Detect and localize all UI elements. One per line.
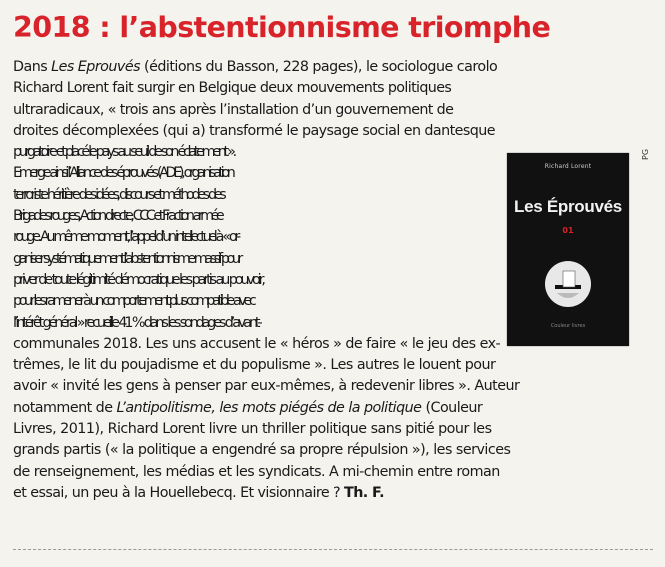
text-run: pour les ramener à un comportement plus compatible avec xyxy=(13,293,254,310)
article-body-line xyxy=(13,57,658,78)
article-body-line xyxy=(13,419,658,440)
text-run: communales 2018. Les uns accusent le « héros » de faire « le jeu des ex- xyxy=(13,335,501,352)
text-run: notamment de xyxy=(13,399,117,416)
text-run: et essai, un peu à la Houellebecq. Et visionnaire ? xyxy=(13,484,345,501)
article-title: 2018 : l’abstentionnisme triomphe xyxy=(13,11,551,44)
text-run: (éditions du Basson, 228 pages), le sociologue carolo xyxy=(140,59,498,75)
text-run: l’intérêt général » recueille 41 % dans les sondages d’avant- xyxy=(13,314,260,331)
article-body-line xyxy=(13,398,658,419)
text-run: rouge. Au même moment, l’appel d’un intellectuel à « or- xyxy=(13,229,238,246)
author-signature: Th. F. xyxy=(344,484,385,501)
cover-number: 01 xyxy=(562,226,574,235)
text-run: Livres, 2011), Richard Lorent livre un thriller politique sans pitié pour les xyxy=(13,421,492,438)
cover-title: Les Éprouvés xyxy=(514,197,622,216)
text-run: purgatoire et placé le pays au seuil de son éclatement ». xyxy=(13,144,234,161)
text-run: (Couleur xyxy=(421,399,483,416)
article-body-line xyxy=(13,121,658,142)
book-title-italic: Les Eprouvés xyxy=(51,59,141,75)
article-body-line xyxy=(13,440,658,461)
text-run: Brigades rouges, Action directe, CCC et Fraction armée xyxy=(13,208,222,225)
photo-credit: PG xyxy=(641,148,650,160)
article-body-line xyxy=(13,78,658,99)
text-run: Emerge ainsi l’Alliance des éprouvés (ADE), organisation xyxy=(13,165,233,182)
article-body-line xyxy=(13,355,658,376)
text-run: grands partis (« la politique a engendré sa propre répulsion »), les services xyxy=(13,442,511,459)
article-body-line xyxy=(13,483,658,504)
text-run: ultraradicaux, « trois ans après l’installation d’un gouvernement de xyxy=(13,101,454,118)
cover-author: Richard Lorent xyxy=(544,163,592,170)
text-run: avoir « invité les gens à penser par eux-mêmes, à redevenir libres ». Auteur xyxy=(13,378,520,395)
text-run: trêmes, le lit du poujadisme et du populisme ». Les autres le louent pour xyxy=(13,357,496,374)
article-body-line xyxy=(13,376,658,397)
text-run: Richard Lorent fait surgir en Belgique deux mouvements politiques xyxy=(13,80,452,97)
ballot-box-icon xyxy=(543,259,593,309)
book-cover-image xyxy=(507,153,629,346)
article-body-line xyxy=(13,100,658,121)
text-run: de renseignement, les médias et les syndicats. A mi-chemin entre roman xyxy=(13,463,500,480)
cover-publisher: Couleur livres xyxy=(550,323,586,329)
text-run: priver de toute légitimité démocratique les partis au pouvoir, xyxy=(13,271,263,288)
text-run: Dans xyxy=(13,59,52,75)
text-run: ganiser systématiquement l’abstentionnisme massif pour xyxy=(13,250,240,267)
article-body-line xyxy=(13,462,658,483)
bottom-divider xyxy=(13,549,653,550)
text-run: terroriste héritière des idées, discours et méthodes des xyxy=(13,186,224,203)
text-run: droites décomplexées (qui a) transformé le paysage social en dantesque xyxy=(13,122,496,139)
book-title-italic: L’antipolitisme, les mots piégés de la politique xyxy=(116,399,422,416)
